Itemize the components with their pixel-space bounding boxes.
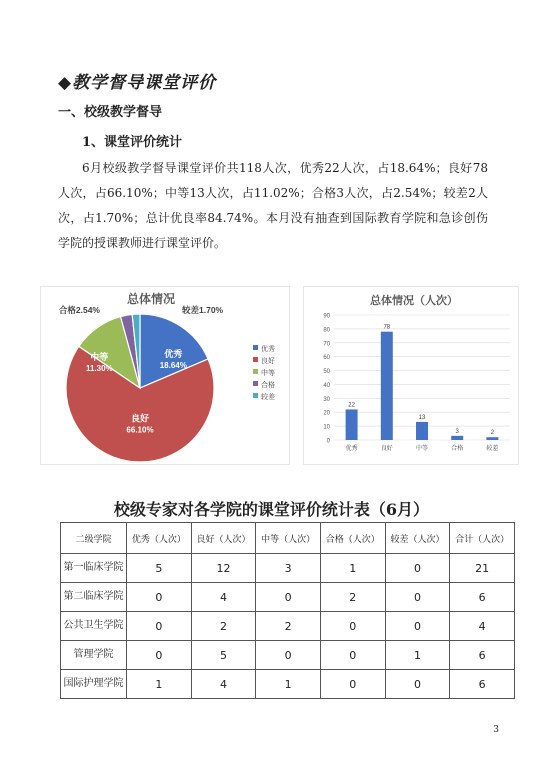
pie-title: 总体情况 — [126, 292, 176, 306]
count-cell: 0 — [385, 554, 450, 583]
count-cell: 1 — [127, 670, 192, 699]
bar-2 — [381, 332, 393, 440]
table-header-cell: 二级学院 — [61, 523, 127, 554]
legend-label: 合格 — [261, 382, 275, 389]
subsection-heading: 一、校级教学督导 — [58, 105, 163, 120]
legend-swatch — [253, 369, 258, 374]
summary-paragraph: 6月校级教学督导课堂评价共118人次，优秀22人次，占18.64%；良好78人次，占66.10%；中等13人次，占11.02%；合格3人次，占2.54%；较差2人次，占1.70%；总计优良率84.74%。本月没有抽查到国际教育学院和急诊创伤学院的授课教师进行课堂评价。 — [58, 161, 488, 250]
bar-5 — [486, 437, 498, 440]
college-name-cell: 第一临床学院 — [61, 554, 127, 583]
table-row — [61, 554, 515, 583]
x-tick-label: 合格 — [451, 446, 464, 452]
y-tick-label: 20 — [323, 410, 330, 417]
count-cell: 0 — [385, 583, 450, 612]
evaluation-table — [60, 522, 515, 699]
count-cell: 4 — [191, 670, 256, 699]
table-header-row — [61, 523, 515, 554]
bar-title: 总体情况（人次） — [370, 295, 458, 307]
count-cell: 2 — [191, 612, 256, 641]
y-tick-label: 80 — [323, 327, 330, 334]
count-cell: 0 — [127, 641, 192, 670]
pie-outer-label: 合格2.54% — [58, 305, 100, 315]
y-tick-label: 70 — [323, 341, 330, 348]
legend-label: 优秀 — [261, 346, 275, 353]
count-cell: 2 — [320, 583, 385, 612]
bar-1 — [346, 409, 358, 440]
y-tick-label: 60 — [323, 355, 330, 362]
count-cell: 5 — [191, 641, 256, 670]
count-cell: 0 — [256, 641, 321, 670]
y-tick-label: 10 — [323, 424, 330, 431]
college-name-cell: 国际护理学院 — [61, 670, 127, 699]
bar-value-label: 2 — [490, 430, 495, 437]
table-row — [61, 583, 515, 612]
pie-category-label: 中等 — [90, 351, 109, 362]
count-cell: 2 — [256, 612, 321, 641]
pie-value-label: 18.64% — [159, 360, 187, 370]
count-cell: 5 — [127, 554, 192, 583]
table-row — [61, 641, 515, 670]
pie-outer-label: 较差1.70% — [182, 305, 224, 315]
count-cell: 1 — [385, 641, 450, 670]
legend-swatch — [253, 345, 258, 350]
table-header-cell: 合格（人次） — [320, 523, 385, 554]
count-cell: 6 — [450, 583, 515, 612]
count-cell: 12 — [191, 554, 256, 583]
college-name-cell: 管理学院 — [61, 641, 127, 670]
table-row — [61, 670, 515, 699]
count-cell: 0 — [320, 670, 385, 699]
count-cell: 0 — [320, 612, 385, 641]
count-cell: 0 — [256, 583, 321, 612]
y-tick-label: 90 — [323, 313, 330, 320]
legend-label: 中等 — [261, 370, 275, 377]
college-name-cell: 第二临床学院 — [61, 583, 127, 612]
table-header-cell: 中等（人次） — [256, 523, 321, 554]
college-name-cell: 公共卫生学院 — [61, 612, 127, 641]
pie-category-label: 优秀 — [164, 348, 183, 359]
page-number: 3 — [493, 725, 499, 735]
count-cell: 21 — [450, 554, 515, 583]
x-tick-label: 良好 — [380, 446, 393, 452]
bar-value-label: 78 — [383, 324, 391, 331]
legend-label: 较差 — [261, 394, 275, 401]
x-tick-label: 优秀 — [345, 446, 358, 452]
count-cell: 4 — [191, 583, 256, 612]
count-cell: 0 — [320, 641, 385, 670]
count-cell: 0 — [127, 612, 192, 641]
y-tick-label: 0 — [326, 438, 330, 445]
count-cell: 6 — [450, 670, 515, 699]
table-header-cell: 优秀（人次） — [127, 523, 192, 554]
pie-category-label: 良好 — [130, 413, 150, 424]
bar-4 — [451, 436, 463, 440]
count-cell: 1 — [320, 554, 385, 583]
y-tick-label: 50 — [323, 369, 330, 376]
table-header-cell: 合计（人次） — [450, 523, 515, 554]
legend-label: 良好 — [261, 358, 275, 365]
pie-chart — [41, 287, 289, 464]
count-cell: 4 — [450, 612, 515, 641]
legend-swatch — [253, 393, 258, 398]
bar-chart-panel — [303, 286, 519, 465]
table-title: 校级专家对各学院的课堂评价统计表（6月） — [113, 500, 430, 519]
bar-value-label: 3 — [455, 428, 459, 435]
bar-value-label: 13 — [418, 414, 426, 421]
bar-value-label: 22 — [348, 402, 355, 409]
y-tick-label: 40 — [323, 382, 330, 389]
y-tick-label: 30 — [323, 396, 330, 403]
section-heading: ◆教学督导课堂评价 — [58, 73, 217, 93]
x-tick-label: 中等 — [415, 446, 429, 452]
subsubsection-heading: 1、课堂评价统计 — [82, 135, 183, 150]
count-cell: 0 — [385, 612, 450, 641]
legend-swatch — [253, 381, 258, 386]
legend-swatch — [253, 357, 258, 362]
count-cell: 6 — [450, 641, 515, 670]
table-header-cell: 良好（人次） — [191, 523, 256, 554]
x-tick-label: 较差 — [486, 446, 499, 452]
table-header-cell: 较差（人次） — [385, 523, 450, 554]
count-cell: 3 — [256, 554, 321, 583]
pie-value-label: 11.30% — [85, 363, 113, 373]
pie-value-label: 66.10% — [126, 425, 154, 435]
count-cell: 0 — [127, 583, 192, 612]
count-cell: 0 — [385, 670, 450, 699]
count-cell: 1 — [256, 670, 321, 699]
bar-3 — [416, 422, 428, 440]
bar-chart — [304, 287, 518, 464]
pie-chart-panel — [40, 286, 290, 465]
table-row — [61, 612, 515, 641]
